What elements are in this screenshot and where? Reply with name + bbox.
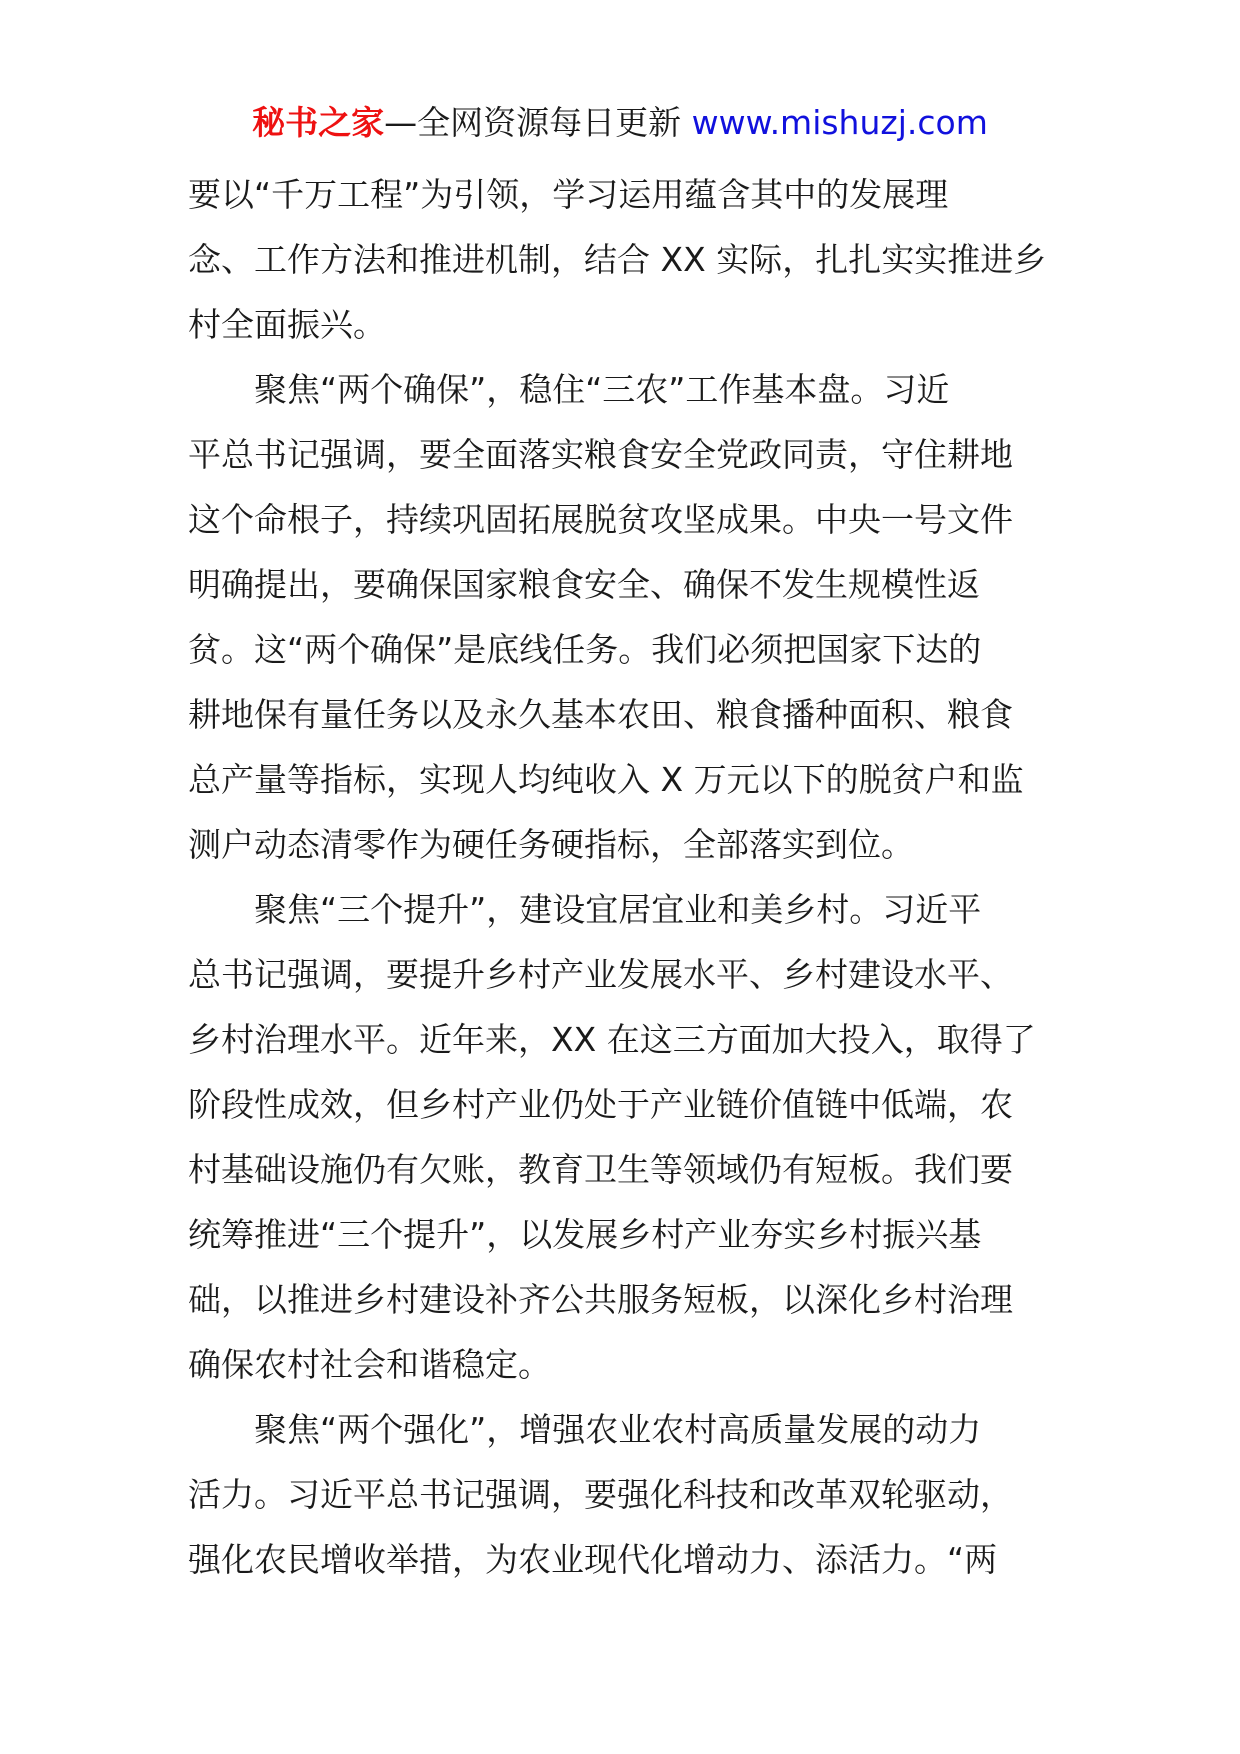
body-line: 活力。习近平总书记强调，要强化科技和改革双轮驱动， [188,1475,1013,1514]
body-line: 总书记强调，要提升乡村产业发展水平、乡村建设水平、 [188,955,1013,994]
body-line: 确保农村社会和谐稳定。 [188,1345,551,1384]
header-brand: 秘书之家 [252,103,385,142]
body-line: 础，以推进乡村建设补齐公共服务短板，以深化乡村治理 [188,1280,1013,1319]
body-line: 平总书记强调，要全面落实粮食安全党政同责，守住耕地 [188,435,1013,474]
body-line: 贫。这“两个确保”是底线任务。我们必须把国家下达的 [188,630,982,669]
body-line: 聚焦“两个强化”，增强农业农村高质量发展的动力 [188,1410,982,1449]
page-header [0,100,1240,146]
body-line: 耕地保有量任务以及永久基本农田、粮食播种面积、粮食 [188,695,1013,734]
header-slogan: —全网资源每日更新 [384,103,692,142]
body-line: 聚焦“两个确保”，稳住“三农”工作基本盘。习近 [188,370,950,409]
body-line: 要以“千万工程”为引领，学习运用蕴含其中的发展理 [188,175,949,214]
body-line: 总产量等指标，实现人均纯收入 X 万元以下的脱贫户和监 [188,760,1024,799]
header-site-link[interactable]: www.mishuzj.com [691,103,988,142]
body-line: 村基础设施仍有欠账，教育卫生等领域仍有短板。我们要 [188,1150,1013,1189]
document-body [188,162,1052,1592]
body-line: 村全面振兴。 [188,305,386,344]
body-line: 统筹推进“三个提升”，以发展乡村产业夯实乡村振兴基 [188,1215,982,1254]
body-line: 测户动态清零作为硬任务硬指标，全部落实到位。 [188,825,914,864]
body-line: 这个命根子，持续巩固拓展脱贫攻坚成果。中央一号文件 [188,500,1013,539]
body-line: 聚焦“三个提升”，建设宜居宜业和美乡村。习近平 [188,890,982,929]
body-line: 念、工作方法和推进机制，结合 XX 实际，扎扎实实推进乡 [188,240,1047,279]
body-line: 明确提出，要确保国家粮食安全、确保不发生规模性返 [188,565,980,604]
body-line: 乡村治理水平。近年来，XX 在这三方面加大投入，取得了 [188,1020,1036,1059]
body-line: 强化农民增收举措，为农业现代化增动力、添活力。“两 [188,1540,998,1579]
body-line: 阶段性成效，但乡村产业仍处于产业链价值链中低端，农 [188,1085,1013,1124]
